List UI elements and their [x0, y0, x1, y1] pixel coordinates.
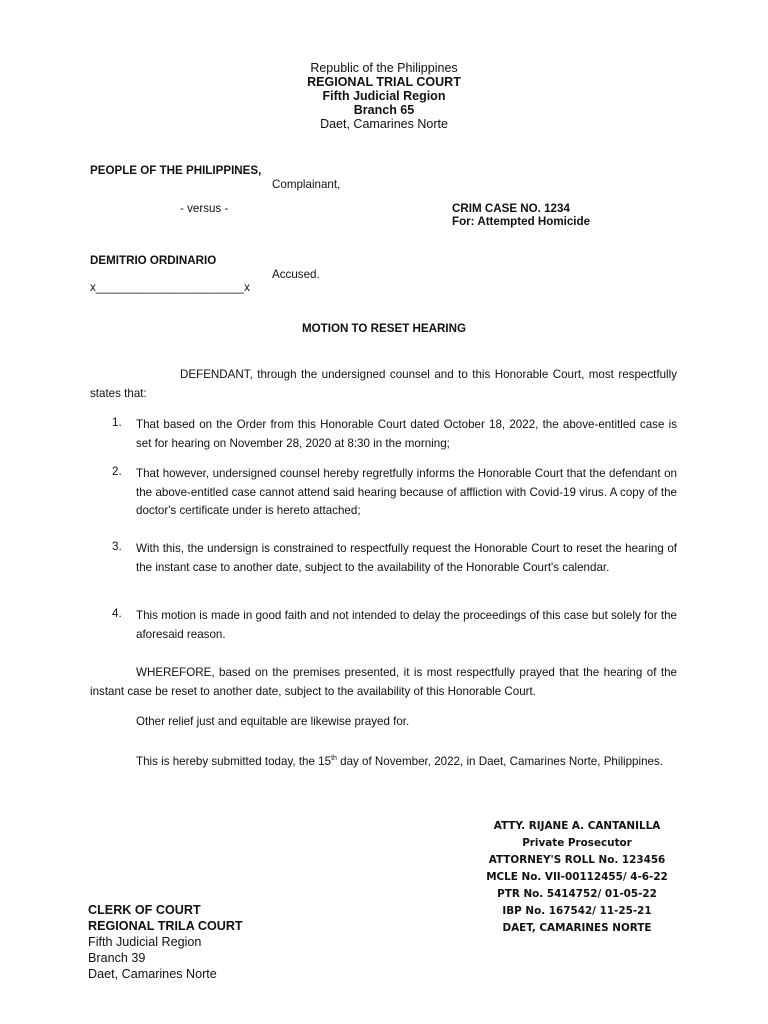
court-header [0, 61, 768, 131]
list-item-number: 1. [112, 416, 122, 429]
clerk-court: REGIONAL TRILA COURT [88, 919, 243, 933]
submission-ordinal-suffix: th [331, 755, 337, 763]
header-court: REGIONAL TRIAL COURT [307, 75, 461, 89]
submission-text-start: This is hereby submitted today, the 15 [136, 755, 332, 768]
header-location: Daet, Camarines Norte [320, 117, 448, 131]
counsel-name: ATTY. RIJANE A. CANTANILLA [493, 820, 661, 832]
counsel-title: Private Prosecutor [522, 837, 632, 849]
header-branch: Branch 65 [353, 103, 415, 117]
list-item-text: With this, the undersign is constrained to respectfully request the Honorable Court to reset the hearing of the instant case to another date, subject to the availability of the Honorable Court's calendar. [136, 542, 677, 574]
list-item-number: 2. [112, 465, 122, 478]
ptr-number: PTR No. 5414752/ 01-05-22 [497, 888, 657, 900]
caption-separator: x_______________________x [90, 281, 250, 294]
ibp-number: IBP No. 167542/ 11-25-21 [502, 905, 652, 917]
plaintiff-name: PEOPLE OF THE PHILIPPINES, [90, 164, 262, 177]
attorney-roll: ATTORNEY'S ROLL No. 123456 [488, 854, 666, 866]
list-item-number: 4. [112, 607, 122, 620]
versus-label: - versus - [180, 202, 229, 215]
accused-name: DEMITRIO ORDINARIO [90, 254, 217, 267]
clerk-title: CLERK OF COURT [88, 903, 201, 917]
accused-role: Accused. [272, 268, 320, 281]
list-item-number: 3. [112, 540, 122, 553]
submission-paragraph [90, 753, 677, 772]
submission-text-end: day of November, 2022, in Daet, Camarines Norte, Philippines. [336, 755, 663, 768]
header-republic: Republic of the Philippines [310, 61, 458, 75]
header-region: Fifth Judicial Region [322, 89, 446, 103]
list-item-text: That however, undersigned counsel hereby regretfully informs the Honorable Court that the defendant on the above-entitled case cannot attend said hearing because of affliction with Covid-19 virus. A copy of the doctor's certificate under is hereto attached; [136, 467, 677, 517]
wherefore-paragraph: WHEREFORE, based on the premises presented, it is most respectfully prayed that the hearing of the instant case be reset to another date, subject to the availability of this Honorable Court. [90, 666, 677, 698]
list-item-text: This motion is made in good faith and not intended to delay the proceedings of this case but solely for the aforesaid reason. [136, 609, 677, 641]
list-item-text: That based on the Order from this Honorable Court dated October 18, 2022, the above-entitled case is set for hearing on November 28, 2020 at 8:30 in the morning; [136, 418, 677, 450]
plaintiff-role: Complainant, [272, 178, 341, 191]
clerk-region: Fifth Judicial Region [88, 935, 202, 949]
clerk-location: Daet, Camarines Norte [88, 967, 217, 981]
document-title: MOTION TO RESET HEARING [301, 322, 467, 335]
other-relief-paragraph: Other relief just and equitable are likewise prayed for. [136, 715, 410, 728]
mcle-number: MCLE No. VII-00112455/ 4-6-22 [486, 871, 668, 883]
clerk-branch: Branch 39 [88, 951, 146, 965]
case-offense: For: Attempted Homicide [452, 215, 591, 228]
case-number: CRIM CASE NO. 1234 [452, 202, 570, 215]
counsel-address: DAET, CAMARINES NORTE [502, 922, 652, 934]
signature-block [462, 818, 692, 937]
intro-paragraph: DEFENDANT, through the undersigned counsel and to this Honorable Court, most respectfully states that: [90, 368, 677, 400]
clerk-address-block [88, 902, 243, 982]
